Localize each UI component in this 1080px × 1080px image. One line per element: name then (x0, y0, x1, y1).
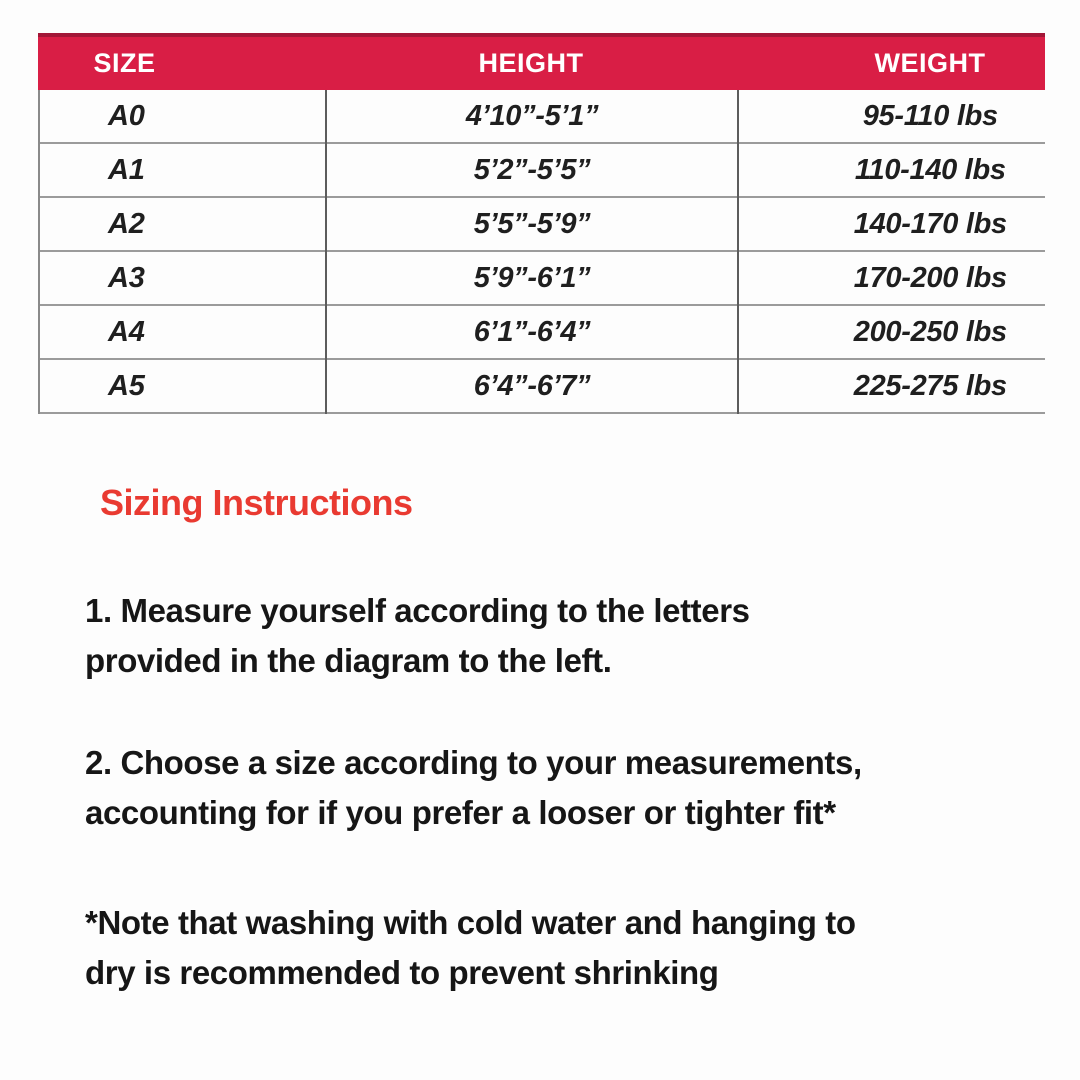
cell-weight: 200-250 lbs (853, 315, 1007, 348)
cell-weight: 170-200 lbs (853, 261, 1007, 294)
text-line: provided in the diagram to the left. (85, 642, 612, 679)
instruction-step-2 (85, 738, 1075, 838)
cell-size: A0 (108, 99, 145, 132)
sizing-instructions-heading: Sizing Instructions (100, 482, 413, 523)
cell-weight: 95-110 lbs (862, 99, 998, 132)
table-row (40, 144, 1045, 198)
table-row (40, 90, 1045, 144)
cell-size: A4 (108, 315, 145, 348)
header-cell-height: HEIGHT (478, 48, 584, 78)
cell-weight: 140-170 lbs (853, 207, 1007, 240)
column-divider (325, 90, 327, 414)
cell-height: 4’10”-5’1” (465, 99, 599, 132)
cell-weight: 225-275 lbs (853, 369, 1007, 402)
text-line: dry is recommended to prevent shrinking (85, 954, 719, 991)
cell-height: 5’9”-6’1” (473, 261, 591, 294)
care-note (85, 898, 1075, 998)
size-chart-body (38, 90, 1045, 414)
size-chart-table (38, 33, 1045, 414)
cell-size: A2 (108, 207, 145, 240)
table-row (40, 360, 1045, 414)
cell-size: A3 (108, 261, 145, 294)
table-row (40, 252, 1045, 306)
text-line: 2. Choose a size according to your measurements, (85, 744, 862, 781)
cell-height: 5’5”-5’9” (473, 207, 591, 240)
header-cell-size: SIZE (93, 48, 156, 78)
cell-height: 5’2”-5’5” (473, 153, 591, 186)
table-row (40, 198, 1045, 252)
cell-height: 6’4”-6’7” (473, 369, 591, 402)
text-line: *Note that washing with cold water and hanging to (85, 904, 856, 941)
header-cell-weight: WEIGHT (874, 48, 986, 78)
text-line: accounting for if you prefer a looser or tighter fit* (85, 794, 836, 831)
instruction-step-1 (85, 586, 1075, 686)
text-line: 1. Measure yourself according to the letters (85, 592, 750, 629)
column-divider (737, 90, 739, 414)
cell-weight: 110-140 lbs (854, 153, 1006, 186)
size-chart-header-row (38, 33, 1045, 90)
cell-height: 6’1”-6’4” (473, 315, 591, 348)
cell-size: A5 (108, 369, 145, 402)
table-row (40, 306, 1045, 360)
cell-size: A1 (108, 153, 145, 186)
